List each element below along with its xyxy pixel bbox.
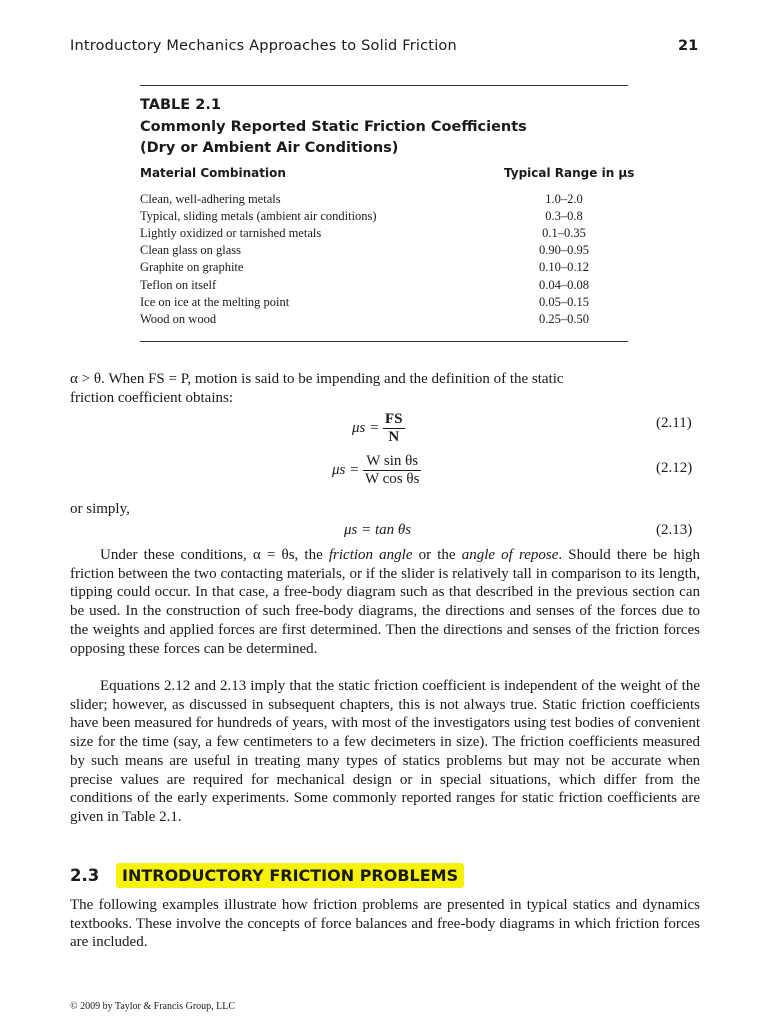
equation-2-12 xyxy=(332,453,421,488)
table-bottom-rule xyxy=(140,341,628,342)
table-cell-range: 0.25–0.50 xyxy=(539,311,589,326)
term-friction-angle: friction angle xyxy=(328,547,413,563)
table-row xyxy=(140,260,628,277)
equation-2-12-denominator: W cos θs xyxy=(365,471,420,487)
equation-2-13: μs = tan θs xyxy=(344,522,412,538)
body-paragraph-1 xyxy=(70,546,700,658)
table-cell-material: Lightly oxidized or tarnished metals xyxy=(140,226,322,241)
section-paragraph: The following examples illustrate how friction problems are presented in typical statics and dynamics textbooks. These involve the concepts of force balances and free-body diagrams in which friction forces are included. xyxy=(70,897,700,951)
table-cell-range: 0.04–0.08 xyxy=(539,277,589,292)
table-cell-material: Clean glass on glass xyxy=(140,243,242,258)
table-title-line1: Commonly Reported Static Friction Coefficients xyxy=(140,119,527,135)
term-angle-of-repose: angle of repose xyxy=(461,547,559,563)
table-cell-material: Graphite on graphite xyxy=(140,260,244,275)
equation-2-11-lhs: μs = xyxy=(352,419,380,436)
table-cell-range: 1.0–2.0 xyxy=(545,192,583,206)
table-column-header-range: Typical Range in μs xyxy=(504,166,635,180)
table-row xyxy=(140,312,628,329)
equation-2-11 xyxy=(352,411,405,446)
table-row xyxy=(140,295,628,312)
body-paragraph-2: Equations 2.12 and 2.13 imply that the static friction coefficient is independent of the weight of the slider; however, as discussed in subsequent chapters, this is not always true. Static friction coefficients have been measured for hundreds of years, with most of the investigators using test bodies of convenient size for the time (say, a few centimeters to a few decimeters in size). The friction coefficients measured by such means are useful in treating many types of statics problems but may not be accurate when precise values are required for mechanical design or in special situations, which differ from the conditions of the early experiments. Some commonly reported ranges for static friction coefficients are given in Table 2.1. xyxy=(70,678,700,825)
table-row xyxy=(140,192,628,209)
equation-2-11-denominator: N xyxy=(388,429,400,445)
equation-2-12-fraction xyxy=(363,453,421,488)
page-number: 21 xyxy=(678,38,699,54)
body-intro-line2: friction coefficient obtains: xyxy=(70,390,234,406)
table-row xyxy=(140,243,628,260)
equation-2-12-lhs: μs = xyxy=(332,461,360,478)
body-paragraph-1-mid: or the xyxy=(412,547,462,563)
equation-2-11-numerator: FS xyxy=(385,411,403,427)
table-cell-range: 0.90–0.95 xyxy=(539,243,589,258)
table-title-line2: (Dry or Ambient Air Conditions) xyxy=(140,140,399,156)
table-cell-material: Clean, well-adhering metals xyxy=(140,192,281,206)
equation-2-12-numerator: W sin θs xyxy=(363,453,421,471)
body-or-simply: or simply, xyxy=(70,501,130,517)
table-cell-material: Typical, sliding metals (ambient air conditions) xyxy=(140,209,377,224)
table-cell-range: 0.3–0.8 xyxy=(545,209,583,224)
table-column-header-material: Material Combination xyxy=(140,166,286,180)
table-row xyxy=(140,226,628,243)
table-row xyxy=(140,209,628,226)
table-cell-material: Ice on ice at the melting point xyxy=(140,294,290,309)
section-title: INTRODUCTORY FRICTION PROBLEMS xyxy=(116,863,464,888)
table-cell-material: Teflon on itself xyxy=(140,277,217,292)
table-row xyxy=(140,278,628,295)
table-cell-range: 0.10–0.12 xyxy=(539,260,589,275)
equation-2-11-fraction xyxy=(383,411,405,446)
running-header-title: Introductory Mechanics Approaches to Solid Friction xyxy=(70,38,457,54)
copyright-footer: © 2009 by Taylor & Francis Group, LLC xyxy=(70,1001,236,1012)
table-cell-material: Wood on wood xyxy=(140,311,217,326)
table-label: TABLE 2.1 xyxy=(140,97,221,113)
table-cell-range: 0.05–0.15 xyxy=(539,294,589,309)
equation-2-11-tag: (2.11) xyxy=(656,415,692,431)
equation-2-13-tag: (2.13) xyxy=(656,522,693,538)
table-top-rule xyxy=(140,85,628,86)
body-paragraph-1-rest: . Should there be high friction between the two contacting materials, or if the slider is relatively tall in comparison to its length, tipping could occur. In that case, a free-body diagram such as that described in the previous section can be used. In the construction of such free-body diagrams, the directions and senses of the forces due to the weights and applied forces are first determined. Then the directions and senses of the friction forces opposing these forces can be determined. xyxy=(70,547,700,657)
section-number: 2.3 xyxy=(70,866,100,885)
table-cell-range: 0.1–0.35 xyxy=(542,226,586,241)
equation-2-12-tag: (2.12) xyxy=(656,460,693,476)
body-paragraph-1-start: Under these conditions, α = θs, the xyxy=(100,547,329,563)
body-intro-line1: α > θ. When FS = P, motion is said to be impending and the definition of the static xyxy=(70,371,564,387)
